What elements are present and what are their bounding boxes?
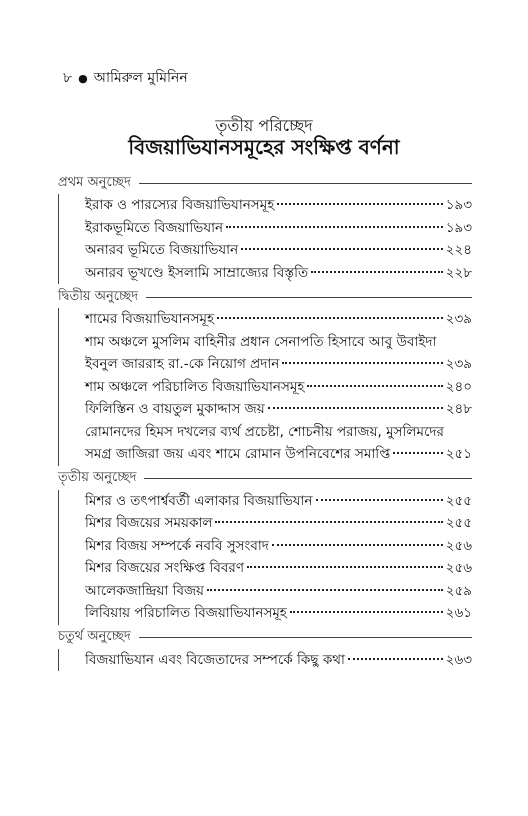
toc-entry[interactable] (85, 512, 472, 535)
toc-entry[interactable] (85, 353, 472, 376)
dot-leader (290, 611, 443, 613)
toc-entry-title: লিবিয়ায় পরিচালিত বিজয়াভিযানসমূহ (85, 605, 287, 621)
toc-entry-page: ২৫৫ (445, 515, 472, 531)
toc-entry-page: ২৩৯ (445, 356, 472, 372)
toc-entry[interactable] (85, 262, 472, 285)
toc-entry-title: ইরাকভূমিতে বিজয়াভিযান (85, 219, 224, 236)
toc-entry-page: ২৩৯ (445, 311, 472, 327)
book-title: আমিরুল মুমিনিন (93, 70, 188, 86)
toc-entry[interactable] (85, 398, 472, 421)
section-heading-label: চতুর্থ অনুচ্ছেদ (58, 629, 131, 644)
toc-entry[interactable] (85, 557, 472, 580)
section-entries (58, 490, 472, 625)
toc-entry[interactable] (85, 308, 472, 331)
section-heading (58, 286, 472, 308)
section-rule (139, 183, 472, 184)
toc-entry-title: ফিলিস্তিন ও বায়তুল মুকাদ্দাস জয় (85, 401, 265, 417)
chapter-label: তৃতীয় পরিচ্ছেদ (215, 116, 313, 135)
toc-entry-page: ২৫৫ (445, 492, 472, 509)
toc-entry[interactable] (85, 602, 472, 625)
toc-entry[interactable] (85, 649, 472, 672)
page-number: ৮ (63, 70, 73, 86)
toc-entry-page: ২২৪ (445, 242, 472, 258)
section-heading-label: প্রথম অনুচ্ছেদ (58, 174, 131, 190)
toc-entry-title: মিশর বিজয়ের সংক্ষিপ্ত বিবরণ (85, 560, 245, 576)
dot-leader (215, 521, 442, 523)
toc-entry-page: ২৬১ (445, 605, 472, 621)
toc-entry[interactable] (85, 376, 472, 399)
dot-leader (307, 385, 442, 387)
toc-entry-title: মিশর ও তৎপার্শ্ববর্তী এলাকার বিজয়াভিযান (85, 492, 313, 509)
toc-entry-title: সমগ্র জাজিরা জয় এবং শামে রোমান উপনিবেশের সমাপ্তি (85, 446, 391, 462)
toc-entry-title: মিশর বিজয়ের সময়কাল (85, 515, 213, 531)
running-header (63, 66, 188, 90)
toc-entry-page: ২৫৬ (445, 560, 472, 576)
toc-entry-page: ২৬৩ (445, 651, 472, 668)
toc-entry-page: ২২৮ (445, 264, 472, 281)
toc-entry[interactable] (85, 443, 472, 466)
toc-entry-title: শামের বিজয়াভিযানসমূহ (85, 311, 215, 327)
toc-entry-page: ২৪০ (445, 378, 472, 395)
dot-leader (241, 248, 443, 250)
toc-entry-title: ইরাক ও পারস্যের বিজয়াভিযানসমূহ (85, 197, 275, 213)
toc-entry-title: আলেকজান্দ্রিয়া বিজয় (85, 582, 205, 599)
dot-leader (226, 226, 443, 228)
dot-leader (247, 566, 443, 568)
toc-entry-first-line: শাম অঞ্চলে মুসলিম বাহিনীর প্রধান সেনাপতি হিসাবে আবু উবাইদা (85, 333, 437, 350)
dot-leader (268, 407, 443, 409)
toc-entry[interactable] (85, 217, 472, 240)
toc-entry[interactable] (85, 239, 472, 262)
bullet-icon: ● (78, 71, 88, 85)
toc-entry-title: অনারব ভূখণ্ডে ইসলামি সাম্রাজ্যের বিস্তৃতি (85, 264, 309, 281)
section-rule (139, 637, 472, 638)
section-heading (58, 468, 472, 490)
toc-entry-title: অনারব ভূমিতে বিজয়াভিযান (85, 242, 239, 258)
toc-entry-page: ২৫৯ (445, 582, 472, 599)
section-entries (58, 194, 472, 284)
toc-entry-title: মিশর বিজয় সম্পর্কে নববি সুসংবাদ (85, 537, 269, 554)
section-heading (58, 172, 472, 194)
dot-leader (272, 544, 443, 546)
toc-entry-page: ২৫৬ (445, 537, 472, 554)
chapter-title: বিজয়াভিযানসমূহের সংক্ষিপ্ত বর্ণনা (128, 135, 400, 159)
toc-entry[interactable] (85, 490, 472, 513)
toc-entry[interactable] (85, 580, 472, 603)
section-entries (58, 649, 472, 672)
dot-leader (277, 203, 442, 205)
toc-entry-page: ২৫১ (445, 446, 472, 462)
dot-leader (393, 452, 442, 454)
dot-leader (348, 658, 443, 660)
toc-entry-first-line: রোমানদের হিমস দখলের ব্যর্থ প্রচেষ্টা, শোচনীয় পরাজয়, মুসলিমদের (85, 423, 444, 440)
section-heading (58, 627, 472, 649)
toc-entry[interactable] (85, 535, 472, 558)
toc-entry[interactable] (85, 194, 472, 217)
toc-entry-title: বিজয়াভিযান এবং বিজেতাদের সম্পর্কে কিছু কথা (85, 651, 345, 668)
dot-leader (316, 499, 443, 501)
toc-entry-page: ২৪৮ (445, 401, 472, 417)
toc-entry-title: শাম অঞ্চলে পরিচালিত বিজয়াভিযানসমূহ (85, 378, 305, 395)
toc-entry-page: ১৯৩ (445, 219, 472, 236)
toc-entry-title: ইবনুল জাররাহ রা.-কে নিয়োগ প্রদান (85, 356, 280, 372)
section-heading-label: দ্বিতীয় অনুচ্ছেদ (58, 288, 139, 304)
section-rule (144, 478, 472, 479)
table-of-contents (58, 170, 472, 671)
dot-leader (282, 362, 442, 364)
section-entries (58, 308, 472, 466)
dot-leader (217, 317, 443, 319)
section-heading-label: তৃতীয় অনুচ্ছেদ (58, 470, 137, 485)
dot-leader (207, 589, 443, 591)
section-rule (146, 297, 472, 298)
toc-entry-page: ১৯৩ (445, 197, 472, 213)
dot-leader (311, 271, 443, 273)
